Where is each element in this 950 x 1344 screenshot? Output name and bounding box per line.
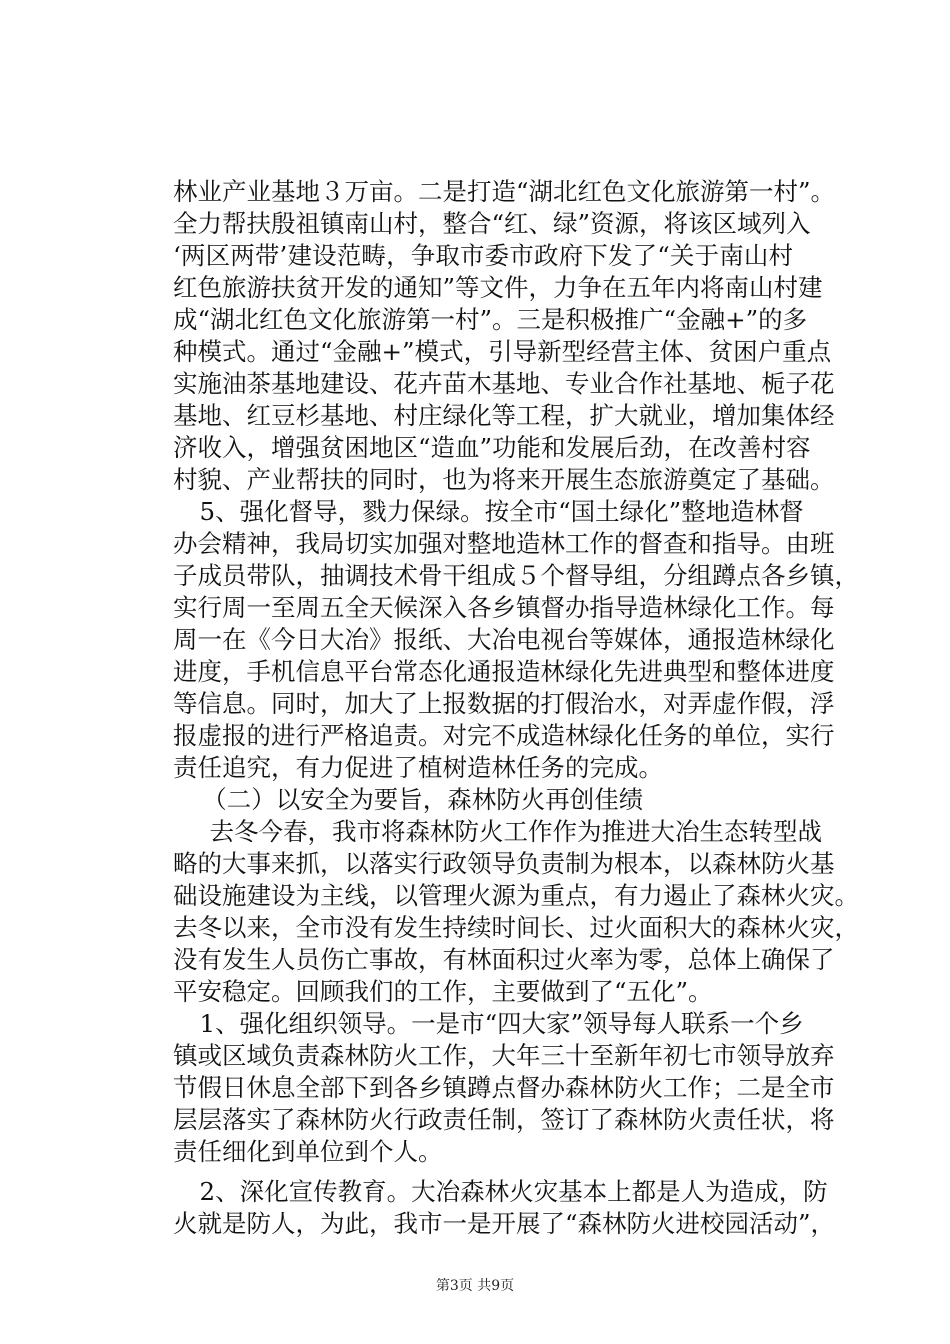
text-line: 等信息。同时，加大了上报数据的打假治水，对弄虚作假，浮: [173, 689, 835, 718]
text-line: 进度，手机信息平台常态化通报造林绿化先进典型和整体进度: [173, 657, 835, 686]
paragraph-start-line: 5、强化督导，戮力保绿。按全市“国土绿化”整地造林督: [175, 497, 804, 526]
text-line: 村貌、产业帮扶的同时，也为将来开展生态旅游奠定了基础。: [173, 465, 835, 494]
text-line: 实施油茶基地建设、花卉苗木基地、专业合作社基地、栀子花: [173, 369, 835, 398]
page-footer: 第3页 共9页: [435, 1278, 515, 1294]
text-line: 镇或区域负责森林防火工作，大年三十至新年初七市领导放弃: [173, 1041, 835, 1070]
text-line: 责任细化到单位到个人。: [173, 1137, 443, 1166]
text-line: 报虚报的进行严格追责。对完不成造林绿化任务的单位，实行: [173, 721, 835, 750]
text-line: 略的大事来抓，以落实行政领导负责制为根本，以森林防火基: [173, 849, 835, 878]
paragraph-start-line: 去冬今春，我市将森林防火工作作为推进大冶生态转型战: [185, 817, 822, 846]
text-line: 平安稳定。回顾我们的工作，主要做到了“五化”。: [173, 977, 713, 1006]
text-line: 林业产业基地３万亩。二是打造“湖北红色文化旅游第一村”。: [173, 177, 836, 206]
text-line: 层层落实了森林防火行政责任制，签订了森林防火责任状，将: [173, 1105, 835, 1134]
text-line: 责任追究，有力促进了植树造林任务的完成。: [173, 753, 663, 782]
text-line: 火就是防人，为此，我市一是开展了“森林防火进校园活动”，: [173, 1209, 836, 1238]
paragraph-start-line: 1、强化组织领导。一是市“四大家”领导每人联系一个乡: [175, 1009, 804, 1038]
text-line: 济收入，增强贫困地区“造血”功能和发展后劲，在改善村容: [173, 433, 811, 462]
text-line: 础设施建设为主线，以管理火源为重点，有力遏止了森林火灾。: [173, 881, 859, 910]
text-line: 实行周一至周五全天候深入各乡镇督办指导造林绿化工作。每: [173, 593, 835, 622]
text-line: 没有发生人员伤亡事故，有林面积过火率为零，总体上确保了: [173, 945, 835, 974]
paragraph-start-line: 2、深化宣传教育。大冶森林火灾基本上都是人为造成，防: [175, 1177, 828, 1206]
text-line: 周一在《今日大冶》报纸、大冶电视台等媒体，通报造林绿化: [173, 625, 835, 654]
text-line: ‘两区两带’建设范畴，争取市委市政府下发了“关于南山村: [173, 241, 793, 270]
text-line: 去冬以来，全市没有发生持续时间长、过火面积大的森林火灾，: [173, 913, 859, 942]
text-line: 全力帮扶殷祖镇南山村，整合“红、绿”资源，将该区域列入: [173, 209, 811, 238]
text-line: 基地、红豆杉基地、村庄绿化等工程，扩大就业，增加集体经: [173, 401, 835, 430]
text-line: 种模式。通过“金融+”模式，引导新型经营主体、贫困户重点: [173, 337, 832, 366]
text-line: 子成员带队，抽调技术骨干组成５个督导组，分组蹲点各乡镇，: [173, 561, 859, 590]
text-line: 节假日休息全部下到各乡镇蹲点督办森林防火工作；二是全市: [173, 1073, 835, 1102]
section-heading: （二）以安全为要旨，森林防火再创佳绩: [190, 785, 644, 814]
text-line: 成“湖北红色文化旅游第一村”。三是积极推广“金融+”的多: [173, 305, 808, 334]
text-line: 办会精神，我局切实加强对整地造林工作的督查和指导。由班: [173, 529, 835, 558]
text-line: 红色旅游扶贫开发的通知”等文件，力争在五年内将南山村建: [173, 273, 823, 302]
